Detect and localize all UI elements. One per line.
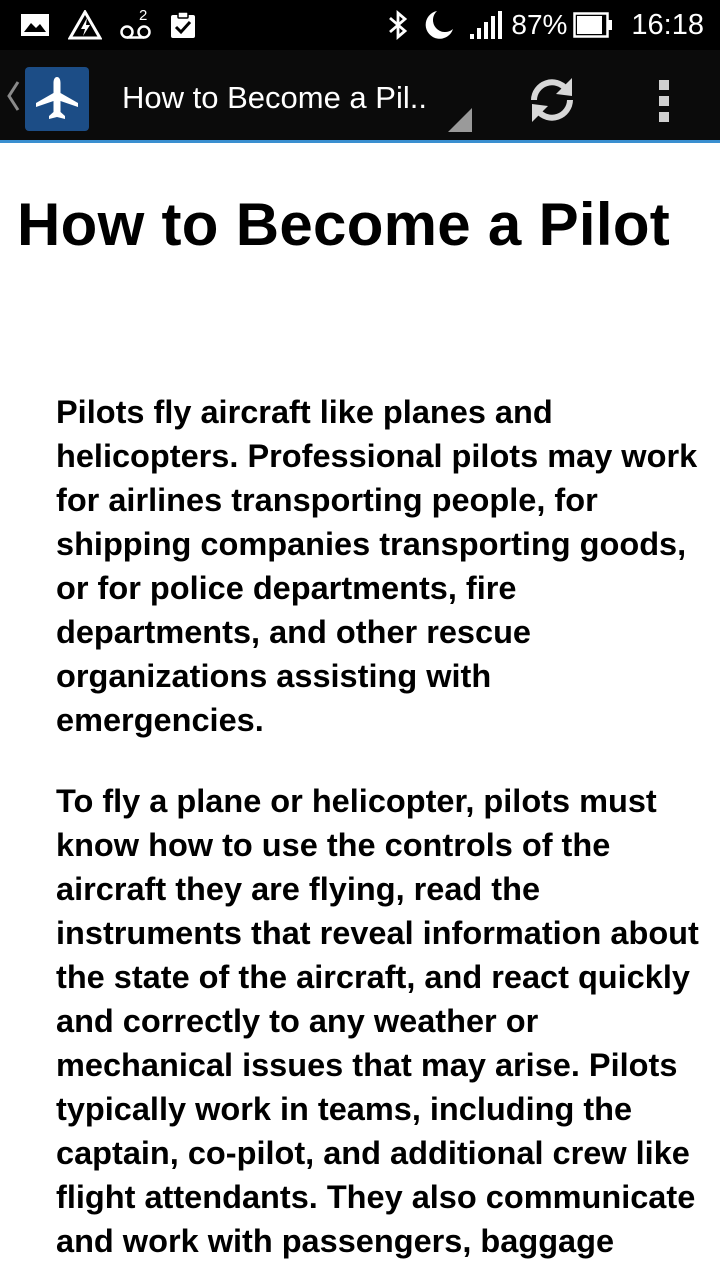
article-paragraph: Pilots fly aircraft like planes and helicopters. Professional pilots may work for airlines transporting people, for shipping companies transporting goods, or for police departments, fire departments, and other rescue organizations assisting with emergencies. — [56, 394, 698, 738]
dropdown-indicator-icon[interactable] — [448, 108, 472, 132]
signal-icon — [469, 10, 503, 40]
article-heading: How to Become a Pilot — [17, 191, 671, 258]
back-chevron-icon[interactable] — [6, 80, 20, 112]
refresh-icon[interactable] — [524, 72, 580, 128]
article-view[interactable] — [0, 146, 720, 1280]
overflow-dot — [659, 96, 669, 106]
system-icons — [373, 9, 704, 42]
voicemail-count: 2 — [139, 7, 148, 24]
gallery-icon — [20, 13, 50, 37]
airplane-icon — [32, 74, 82, 124]
clipboard-check-icon — [170, 11, 196, 39]
bluetooth-icon — [387, 9, 409, 41]
voicemail-icon — [120, 23, 152, 39]
article-paragraph: To fly a plane or helicopter, pilots must know how to use the controls of the aircraft they are flying, read the instruments that reveal information about the state of the aircraft, and react quickly and correctly to any weather or mechanical issues that may arise. Pilots typically work in teams, including the captain, co-pilot, and additional crew like flight attendants. They also communicate and work with passengers, baggage — [56, 783, 699, 1259]
battery-icon — [573, 12, 613, 38]
battery-percent: 87% — [511, 9, 568, 40]
warning-icon — [68, 10, 102, 40]
screen-title[interactable]: How to Become a Pil.. — [122, 80, 427, 115]
do-not-disturb-moon-icon — [423, 9, 455, 41]
overflow-dot — [659, 112, 669, 122]
clock: 16:18 — [631, 8, 704, 41]
app-logo-button[interactable] — [25, 67, 89, 131]
article-body — [56, 390, 706, 1280]
overflow-menu-icon[interactable] — [646, 76, 682, 126]
voicemail-indicator — [120, 7, 152, 39]
notification-icons — [20, 7, 214, 40]
status-bar — [0, 0, 720, 50]
action-bar — [0, 50, 720, 143]
overflow-dot — [659, 80, 669, 90]
